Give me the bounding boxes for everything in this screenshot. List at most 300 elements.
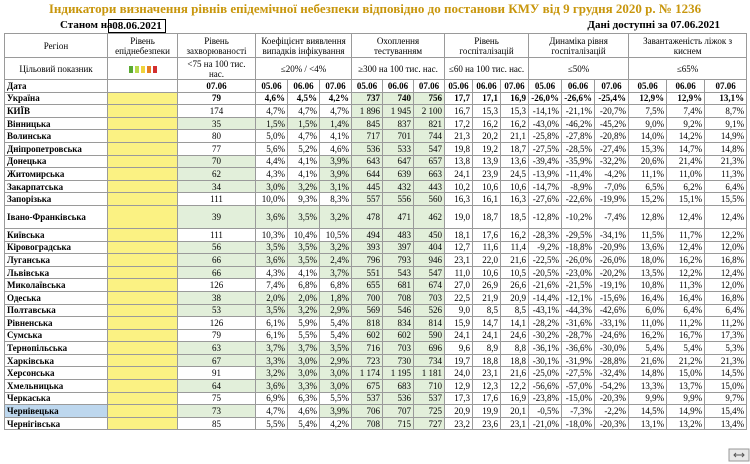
testing-cell: 602 (352, 329, 383, 342)
testing-cell: 533 (383, 142, 414, 155)
testing-cell: 655 (352, 279, 383, 292)
table-row (5, 380, 747, 393)
dyn-cell: -20,5% (529, 266, 562, 279)
hosp-cell: 19,2 (473, 142, 501, 155)
hosp-cell: 13,9 (473, 155, 501, 168)
region-name[interactable]: Полтавська (5, 304, 108, 317)
coef-cell: 3,0% (320, 380, 352, 393)
danger-level-cell (108, 367, 178, 380)
coef-cell: 4,1% (288, 266, 320, 279)
table-row (5, 130, 747, 143)
hosp-cell: 19,8 (445, 142, 473, 155)
dyn-cell: -43,1% (529, 304, 562, 317)
region-name[interactable]: Вінницька (5, 117, 108, 130)
table-row (5, 205, 747, 228)
testing-cell: 683 (383, 380, 414, 393)
region-name[interactable]: Запорізька (5, 193, 108, 206)
testing-cell: 821 (414, 117, 445, 130)
coef-cell: 4,2% (320, 417, 352, 430)
testing-cell: 710 (414, 380, 445, 393)
testing-cell: 796 (352, 254, 383, 267)
hosp-cell: 19,7 (445, 354, 473, 367)
hosp-cell: 10,6 (501, 180, 529, 193)
testing-cell: 2 100 (414, 105, 445, 118)
region-name[interactable]: Волинська (5, 130, 108, 143)
testing-cell: 556 (383, 193, 414, 206)
dyn-cell: -19,1% (595, 279, 629, 292)
testing-cell: 404 (414, 241, 445, 254)
oxygen-cell: 21,3% (705, 155, 747, 168)
table-row (5, 117, 747, 130)
dyn-cell: -27,6% (529, 193, 562, 206)
region-name[interactable]: Миколаївська (5, 279, 108, 292)
incidence-cell: 66 (178, 254, 256, 267)
incidence-cell: 79 (178, 92, 256, 105)
testing-cell: 681 (383, 279, 414, 292)
region-name[interactable]: Україна (5, 92, 108, 105)
oxygen-cell: 12,2% (667, 266, 705, 279)
coef-cell: 2,9% (320, 354, 352, 367)
region-name[interactable]: Сумська (5, 329, 108, 342)
table-row (5, 180, 747, 193)
hosp-cell: 16,9 (501, 392, 529, 405)
coef-cell: 3,7% (256, 342, 288, 355)
coef-cell: 4,7% (256, 105, 288, 118)
region-name[interactable]: Донецька (5, 155, 108, 168)
date-incidence: 07.06 (178, 80, 256, 93)
oxygen-cell: 13,7% (667, 380, 705, 393)
danger-level-cell (108, 317, 178, 330)
oxygen-cell: 7,5% (629, 105, 667, 118)
testing-cell: 536 (383, 392, 414, 405)
date-dyn-2: 06.06 (562, 80, 595, 93)
oxygen-cell: 12,0% (705, 241, 747, 254)
testing-cell: 814 (414, 317, 445, 330)
dyn-cell: -57,0% (562, 380, 595, 393)
table-row (5, 367, 747, 380)
testing-cell: 725 (414, 405, 445, 418)
oxygen-cell: 16,4% (667, 291, 705, 304)
oxygen-cell: 12,9% (629, 92, 667, 105)
testing-cell: 647 (383, 155, 414, 168)
testing-cell: 543 (383, 266, 414, 279)
coef-cell: 3,0% (288, 367, 320, 380)
hosp-cell: 10,2 (445, 180, 473, 193)
coef-cell: 5,9% (288, 317, 320, 330)
hosp-cell: 15,9 (445, 317, 473, 330)
hosp-cell: 18,5 (501, 205, 529, 228)
region-name[interactable]: Чернівецька (5, 405, 108, 418)
dyn-cell: -20,8% (595, 130, 629, 143)
coef-cell: 6,1% (256, 329, 288, 342)
date-test-3: 07.06 (414, 80, 445, 93)
dyn-cell: -36,6% (562, 342, 595, 355)
dyn-cell: -27,4% (595, 142, 629, 155)
dyn-cell: -14,7% (529, 180, 562, 193)
danger-level-swatch (129, 66, 133, 73)
danger-level-cell (108, 180, 178, 193)
testing-cell: 547 (414, 266, 445, 279)
incidence-cell: 85 (178, 417, 256, 430)
oxygen-cell: 5,3% (705, 342, 747, 355)
region-name[interactable]: Львівська (5, 266, 108, 279)
coef-cell: 10,3% (256, 228, 288, 241)
danger-level-cell (108, 155, 178, 168)
status-date[interactable]: 08.06.2021 (108, 19, 166, 33)
date-test-1: 05.06 (352, 80, 383, 93)
dyn-cell: -12,1% (562, 291, 595, 304)
testing-cell: 590 (414, 329, 445, 342)
oxygen-cell: 14,9% (705, 130, 747, 143)
coef-cell: 4,6% (320, 142, 352, 155)
coef-cell: 1,5% (256, 117, 288, 130)
oxygen-cell: 12,2% (705, 228, 747, 241)
incidence-cell: 56 (178, 241, 256, 254)
hosp-cell: 24,6 (501, 329, 529, 342)
incidence-cell: 70 (178, 155, 256, 168)
testing-cell: 478 (352, 205, 383, 228)
region-name[interactable]: Закарпатська (5, 180, 108, 193)
incidence-cell: 77 (178, 142, 256, 155)
coef-cell: 3,5% (288, 254, 320, 267)
date-oxy-3: 07.06 (705, 80, 747, 93)
hosp-cell: 17,1 (473, 92, 501, 105)
testing-cell: 837 (383, 117, 414, 130)
testing-cell: 551 (352, 266, 383, 279)
testing-cell: 703 (383, 342, 414, 355)
oxygen-cell: 12,0% (705, 279, 747, 292)
coef-cell: 7,4% (256, 279, 288, 292)
danger-level-cell (108, 279, 178, 292)
coef-cell: 3,2% (256, 367, 288, 380)
oxygen-cell: 7,4% (667, 105, 705, 118)
oxygen-cell: 21,2% (667, 354, 705, 367)
header-incidence: Рівень захворюваності (178, 34, 256, 58)
table-row (5, 142, 747, 155)
page-title: Індикатори визначення рівнів епідемічної небезпеки відповідно до постанови КМУ від 9 грудня 2020 р. № 1236 (48, 1, 702, 16)
hosp-cell: 20,2 (473, 130, 501, 143)
oxygen-cell: 8,7% (705, 105, 747, 118)
oxygen-cell: 5,4% (667, 342, 705, 355)
oxygen-cell: 9,7% (705, 392, 747, 405)
oxygen-cell: 9,2% (667, 117, 705, 130)
dyn-cell: -30,0% (595, 342, 629, 355)
dyn-cell: -32,4% (595, 367, 629, 380)
oxygen-cell: 12,4% (705, 205, 747, 228)
coef-cell: 10,0% (256, 193, 288, 206)
coef-cell: 3,6% (256, 380, 288, 393)
oxygen-cell: 16,7% (667, 329, 705, 342)
hosp-cell: 13,8 (445, 155, 473, 168)
dyn-cell: -45,2% (595, 117, 629, 130)
testing-cell: 432 (383, 180, 414, 193)
testing-cell: 717 (352, 130, 383, 143)
oxygen-cell: 16,2% (667, 254, 705, 267)
testing-cell: 674 (414, 279, 445, 292)
danger-level-cell (108, 405, 178, 418)
oxygen-cell: 21,4% (667, 155, 705, 168)
dyn-cell: -31,9% (562, 354, 595, 367)
hosp-cell: 10,5 (501, 266, 529, 279)
region-name[interactable]: Житомирська (5, 168, 108, 181)
dyn-cell: -12,8% (529, 205, 562, 228)
testing-cell: 1 174 (352, 367, 383, 380)
table-row (5, 193, 747, 206)
testing-cell: 462 (414, 205, 445, 228)
incidence-cell: 111 (178, 193, 256, 206)
testing-cell: 443 (414, 180, 445, 193)
coef-cell: 2,0% (256, 291, 288, 304)
incidence-cell: 80 (178, 130, 256, 143)
region-name[interactable]: Херсонська (5, 367, 108, 380)
hosp-cell: 12,3 (473, 380, 501, 393)
indicator-table (4, 33, 747, 430)
table-row (5, 155, 747, 168)
hosp-cell: 8,5 (473, 304, 501, 317)
region-name[interactable]: Луганська (5, 254, 108, 267)
table-row (5, 304, 747, 317)
oxygen-cell: 6,2% (667, 180, 705, 193)
region-name[interactable]: Хмельницька (5, 380, 108, 393)
testing-cell: 707 (383, 405, 414, 418)
oxygen-cell: 15,0% (705, 380, 747, 393)
hosp-cell: 27,0 (445, 279, 473, 292)
testing-cell: 834 (383, 317, 414, 330)
dyn-cell: -21,0% (529, 417, 562, 430)
region-name[interactable]: Чернігівська (5, 417, 108, 430)
oxygen-cell: 6,4% (705, 180, 747, 193)
region-name[interactable]: Одеська (5, 291, 108, 304)
danger-level-cell (108, 329, 178, 342)
oxygen-cell: 12,9% (667, 92, 705, 105)
dyn-cell: -20,2% (595, 266, 629, 279)
coef-cell: 3,2% (288, 304, 320, 317)
coef-cell: 10,5% (320, 228, 352, 241)
danger-level-swatch (141, 66, 145, 73)
coef-cell: 4,1% (288, 155, 320, 168)
hosp-cell: 23,1 (445, 254, 473, 267)
dyn-cell: -56,6% (529, 380, 562, 393)
hosp-cell: 16,2 (501, 228, 529, 241)
coef-cell: 4,7% (256, 405, 288, 418)
dyn-cell: -30,1% (529, 354, 562, 367)
hosp-cell: 26,9 (473, 279, 501, 292)
incidence-cell: 79 (178, 329, 256, 342)
oxygen-cell: 6,4% (705, 304, 747, 317)
oxygen-cell: 9,0% (629, 117, 667, 130)
coef-cell: 4,5% (288, 92, 320, 105)
hosp-cell: 8,9 (473, 342, 501, 355)
hosp-cell: 24,5 (501, 168, 529, 181)
testing-cell: 393 (352, 241, 383, 254)
date-dyn-3: 07.06 (595, 80, 629, 93)
dyn-cell: -23,0% (562, 266, 595, 279)
coef-cell: 3,5% (288, 241, 320, 254)
coef-cell: 3,9% (320, 168, 352, 181)
dyn-cell: -21,6% (529, 279, 562, 292)
coef-cell: 5,0% (256, 130, 288, 143)
dyn-cell: -4,2% (595, 168, 629, 181)
oxygen-cell: 13,5% (629, 266, 667, 279)
testing-cell: 450 (414, 228, 445, 241)
coef-cell: 4,3% (256, 168, 288, 181)
oxygen-cell: 15,2% (629, 193, 667, 206)
region-name[interactable]: Дніпропетровська (5, 142, 108, 155)
coef-cell: 3,0% (256, 180, 288, 193)
table-row (5, 228, 747, 241)
hosp-cell: 23,9 (473, 168, 501, 181)
coef-cell: 4,1% (288, 168, 320, 181)
region-name[interactable]: Київська (5, 228, 108, 241)
testing-cell: 639 (383, 168, 414, 181)
scroll-handle-icon[interactable] (728, 448, 750, 462)
coef-cell: 3,3% (256, 354, 288, 367)
coef-cell: 5,6% (256, 142, 288, 155)
region-name[interactable]: Івано-Франківська (5, 205, 108, 228)
hosp-cell: 12,9 (445, 380, 473, 393)
testing-cell: 696 (414, 342, 445, 355)
hosp-cell: 16,7 (445, 105, 473, 118)
dyn-cell: -28,2% (529, 317, 562, 330)
hosp-cell: 18,1 (445, 228, 473, 241)
testing-cell: 727 (414, 417, 445, 430)
table-row (5, 105, 747, 118)
status-label: Станом на (60, 19, 113, 31)
region-name[interactable]: Черкаська (5, 392, 108, 405)
date-oxy-1: 05.06 (629, 80, 667, 93)
dyn-cell: -14,1% (529, 105, 562, 118)
oxygen-cell: 11,0% (629, 317, 667, 330)
testing-cell: 483 (383, 228, 414, 241)
hosp-cell: 8,8 (501, 342, 529, 355)
oxygen-cell: 5,4% (629, 342, 667, 355)
hosp-cell: 21,9 (473, 291, 501, 304)
hosp-cell: 17,7 (445, 92, 473, 105)
incidence-cell: 91 (178, 367, 256, 380)
hosp-cell: 11,0 (445, 266, 473, 279)
incidence-cell: 62 (178, 168, 256, 181)
oxygen-cell: 11,2% (667, 317, 705, 330)
hosp-cell: 21,3 (445, 130, 473, 143)
region-name[interactable]: Рівненська (5, 317, 108, 330)
target-testing: ≥300 на 100 тис. нас. (352, 58, 445, 80)
hosp-cell: 20,1 (501, 405, 529, 418)
oxygen-cell: 6,4% (667, 304, 705, 317)
incidence-cell: 63 (178, 342, 256, 355)
coef-cell: 6,8% (288, 279, 320, 292)
region-name[interactable]: Харківська (5, 354, 108, 367)
coef-cell: 3,6% (256, 205, 288, 228)
hosp-cell: 14,1 (501, 317, 529, 330)
incidence-cell: 67 (178, 354, 256, 367)
oxygen-cell: 16,8% (705, 254, 747, 267)
region-name[interactable]: Кіровоградська (5, 241, 108, 254)
target-dyn: ≤50% (529, 58, 629, 80)
hosp-cell: 22,5 (445, 291, 473, 304)
dyn-cell: -42,6% (595, 304, 629, 317)
testing-cell: 715 (383, 417, 414, 430)
testing-cell: 793 (383, 254, 414, 267)
coef-cell: 1,4% (320, 117, 352, 130)
dyn-cell: -28,3% (529, 228, 562, 241)
dyn-cell: -13,9% (529, 168, 562, 181)
dyn-cell: -30,2% (529, 329, 562, 342)
hosp-cell: 12,2 (501, 380, 529, 393)
dyn-cell: -0,5% (529, 405, 562, 418)
dyn-cell: -21,1% (562, 105, 595, 118)
testing-cell: 1 195 (383, 367, 414, 380)
hosp-cell: 24,1 (445, 168, 473, 181)
hosp-cell: 16,3 (445, 193, 473, 206)
dyn-cell: -15,6% (595, 291, 629, 304)
table-row (5, 291, 747, 304)
incidence-cell: 126 (178, 317, 256, 330)
hosp-cell: 14,7 (473, 317, 501, 330)
dyn-cell: -27,8% (562, 130, 595, 143)
hosp-cell: 26,6 (501, 279, 529, 292)
dyn-cell: -20,3% (595, 392, 629, 405)
coef-cell: 3,2% (320, 241, 352, 254)
hosp-cell: 18,7 (473, 205, 501, 228)
table-row (5, 417, 747, 430)
coef-cell: 9,3% (288, 193, 320, 206)
coef-cell: 3,0% (288, 354, 320, 367)
table-row (5, 266, 747, 279)
coef-cell: 6,9% (256, 392, 288, 405)
date-label: Дата (5, 80, 108, 93)
testing-cell: 708 (352, 417, 383, 430)
coef-cell: 3,9% (320, 405, 352, 418)
hosp-cell: 16,2 (473, 117, 501, 130)
coef-cell: 5,2% (288, 142, 320, 155)
oxygen-cell: 11,0% (667, 168, 705, 181)
dyn-cell: -20,7% (595, 105, 629, 118)
coef-cell: 5,5% (320, 392, 352, 405)
hosp-cell: 16,9 (501, 92, 529, 105)
region-name[interactable]: КИЇВ (5, 105, 108, 118)
oxygen-cell: 12,8% (629, 205, 667, 228)
dyn-cell: -26,0% (529, 92, 562, 105)
testing-cell: 703 (414, 291, 445, 304)
oxygen-cell: 10,8% (629, 279, 667, 292)
dyn-cell: -15,0% (562, 392, 595, 405)
danger-level-cell (108, 92, 178, 105)
testing-cell: 700 (352, 291, 383, 304)
date-coef-2: 06.06 (288, 80, 320, 93)
target-label: Цільовий показник (5, 58, 108, 80)
coef-cell: 4,7% (288, 105, 320, 118)
danger-level-cell (108, 392, 178, 405)
dyn-cell: -28,5% (562, 142, 595, 155)
hosp-cell: 11,6 (473, 241, 501, 254)
oxygen-cell: 12,4% (667, 241, 705, 254)
oxygen-cell: 14,5% (705, 367, 747, 380)
oxygen-cell: 11,7% (667, 228, 705, 241)
region-name[interactable]: Тернопільська (5, 342, 108, 355)
dyn-cell: -14,4% (529, 291, 562, 304)
coef-cell: 3,2% (288, 180, 320, 193)
table-row (5, 392, 747, 405)
oxygen-cell: 16,2% (629, 329, 667, 342)
coef-cell: 5,4% (288, 417, 320, 430)
testing-cell: 716 (352, 342, 383, 355)
table-row (5, 168, 747, 181)
coef-cell: 4,2% (320, 92, 352, 105)
oxygen-cell: 21,3% (705, 354, 747, 367)
oxygen-cell: 17,3% (705, 329, 747, 342)
testing-cell: 1 945 (383, 105, 414, 118)
dyn-cell: -22,6% (562, 193, 595, 206)
